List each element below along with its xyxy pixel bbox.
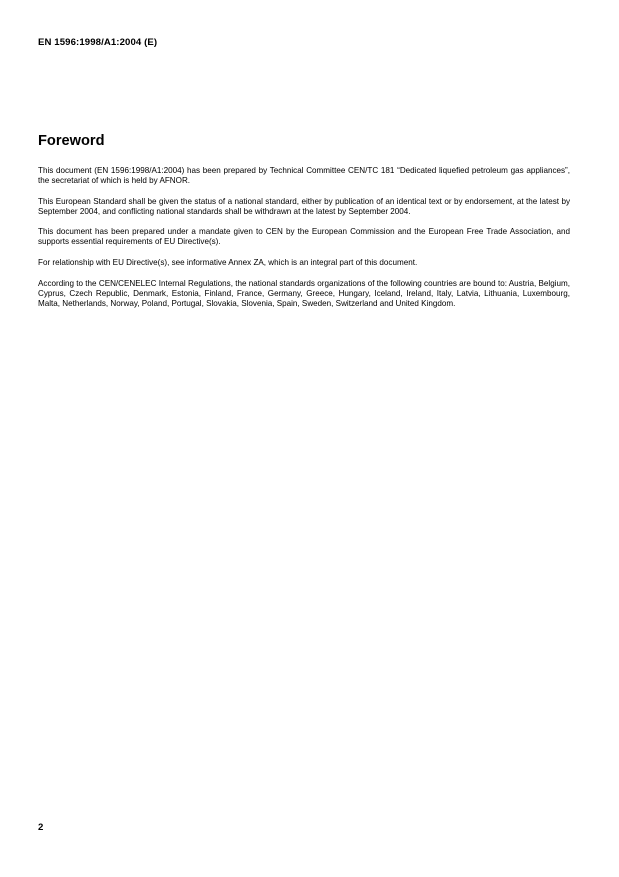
- document-id-header: EN 1596:1998/A1:2004 (E): [38, 37, 158, 48]
- paragraph-mandate: This document has been prepared under a mandate given to CEN by the European Commission and the European Free Trade Association, and supports essential requirements of EU Directive(s).: [38, 227, 570, 247]
- foreword-body: [38, 166, 570, 319]
- paragraph-countries: According to the CEN/CENELEC Internal Regulations, the national standards organizations of the following countries are bound to: Austria, Belgium, Cyprus, Czech Republic, Denmark, Estonia, Finland, France, Germany, Greece, Hungary, Iceland, Ireland, Italy, Latvia, Lithuania, Luxembourg, Malta, Netherlands, Norway, Poland, Portugal, Slovakia, Slovenia, Spain, Sweden, Switzerland and United Kingdom.: [38, 278, 570, 308]
- paragraph-annex-reference: For relationship with EU Directive(s), see informative Annex ZA, which is an integral part of this document.: [38, 258, 418, 268]
- foreword-heading: Foreword: [38, 133, 105, 149]
- paragraph-national-status: This European Standard shall be given the status of a national standard, either by publication of an identical text or by endorsement, at the latest by September 2004, and conflicting national standards shall be withdrawn at the latest by September 2004.: [38, 196, 570, 216]
- paragraph-preparation: This document (EN 1596:1998/A1:2004) has been prepared by Technical Committee CEN/TC 181 “Dedicated liquefied petroleum gas appliances”, the secretariat of which is held by AFNOR.: [38, 166, 570, 186]
- page-number: 2: [38, 822, 44, 833]
